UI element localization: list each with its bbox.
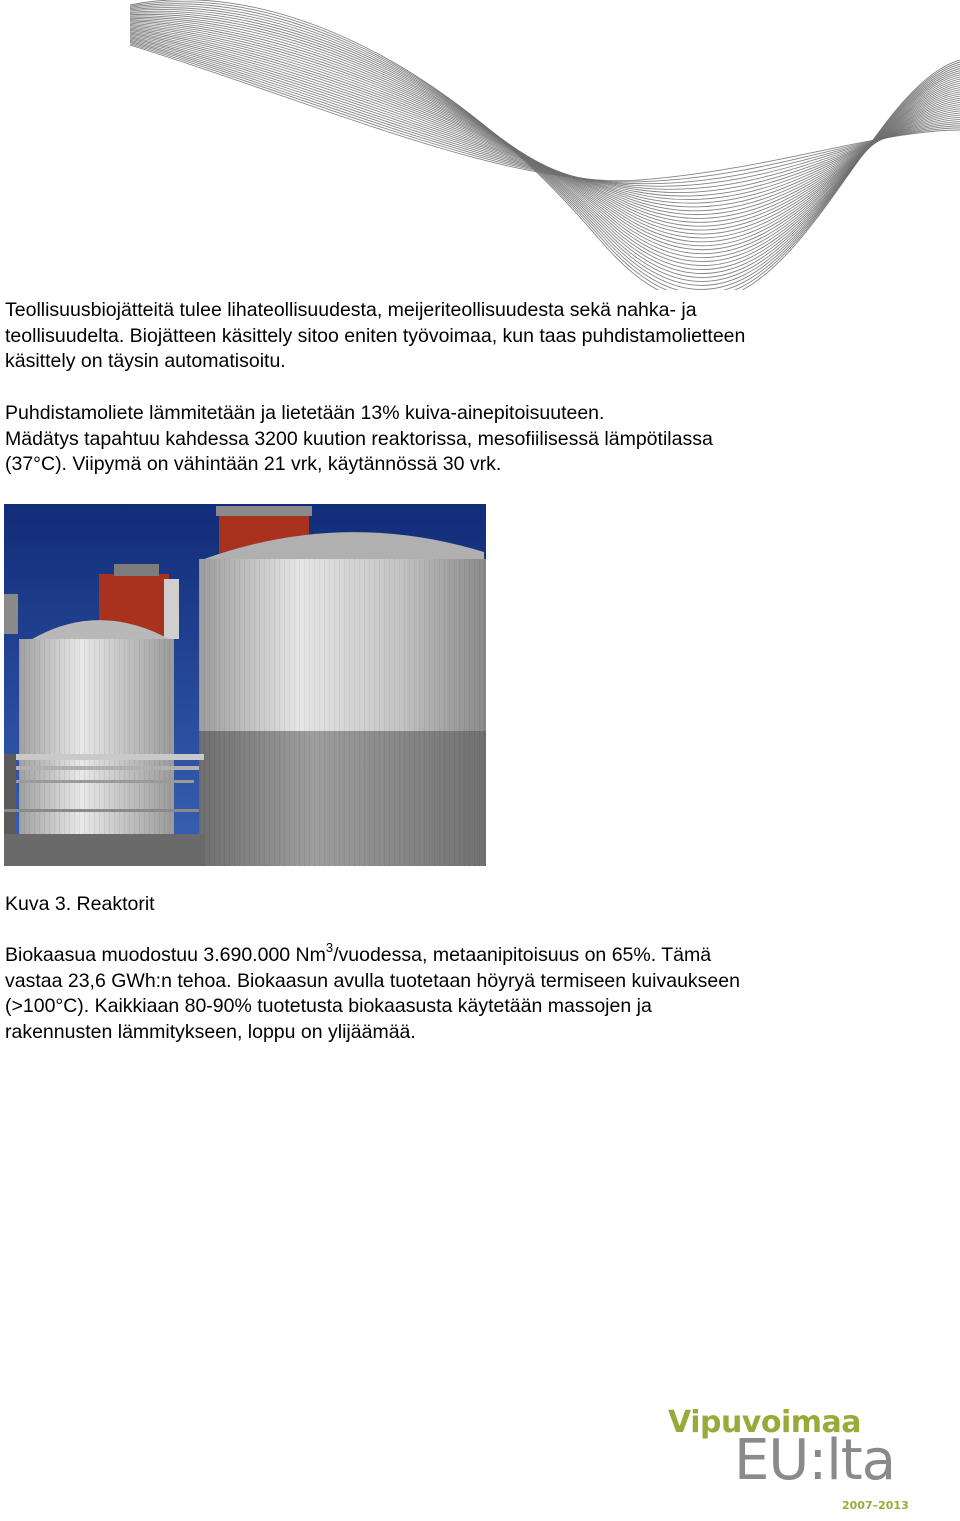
text-line: (37°C). Viipymä on vähintään 21 vrk, käytännössä 30 vrk.: [5, 453, 502, 475]
text-line-part: Biokaasua muodostuu 3.690.000 Nm: [5, 944, 326, 966]
text-line: käsittely on täysin automatisoitu.: [5, 350, 286, 372]
text-line: vastaa 23,6 GWh:n tehoa. Biokaasun avulla tuotetaan höyryä termiseen kuivaukseen: [5, 969, 740, 992]
text-line: (>100°C). Kaikkiaan 80-90% tuotetusta biokaasusta käytetään massojen ja: [5, 995, 652, 1017]
wave-line: [130, 0, 960, 290]
wave-line: [130, 22, 960, 246]
reactors-photo: [4, 504, 486, 866]
text-line: rakennusten lämmitykseen, loppu on ylijäämää.: [5, 1020, 416, 1043]
wave-line: [130, 14, 960, 269]
paragraph-digestion-process: [5, 401, 905, 478]
text-line-part: /vuodessa, metaanipitoisuus on 65%. Tämä: [333, 944, 712, 966]
wave-line: [130, 44, 960, 182]
wave-line: [130, 23, 960, 242]
wave-line: [130, 11, 960, 277]
logo-line-2: EU:lta: [734, 1428, 896, 1493]
superscript: 3: [325, 939, 334, 955]
header-wave-graphic: [130, 0, 960, 290]
wave-line: [130, 16, 960, 266]
figure-caption: Kuva 3. Reaktorit: [5, 893, 155, 915]
reactors-photo-illustration: [4, 504, 486, 866]
paragraph-industrial-biowaste: [5, 298, 905, 375]
wave-line: [130, 28, 960, 226]
text-line: Puhdistamoliete lämmitetään ja lietetään 13% kuiva-ainepitoisuuteen.: [5, 402, 605, 424]
logo-line-1: Vipuvoimaa: [668, 1405, 862, 1440]
wave-line: [130, 21, 960, 250]
logo-years: 2007–2013: [842, 1499, 909, 1512]
vipuvoimaa-eu-logo: [668, 1405, 928, 1515]
text-line: teollisuudelta. Biojätteen käsittely sitoo eniten työvoimaa, kun taas puhdistamolietteen: [5, 324, 746, 347]
wave-line: [130, 27, 960, 230]
text-line: [5, 939, 905, 969]
wave-line: [130, 41, 960, 186]
text-line: Mädätys tapahtuu kahdessa 3200 kuution reaktorissa, mesofiilisessä lämpötilassa: [5, 427, 713, 450]
text-line: Teollisuusbiojätteitä tulee lihateollisuudesta, meijeriteollisuudesta sekä nahka- ja: [5, 299, 697, 321]
paragraph-biogas-production: [5, 939, 905, 1045]
wave-line: [130, 9, 960, 281]
